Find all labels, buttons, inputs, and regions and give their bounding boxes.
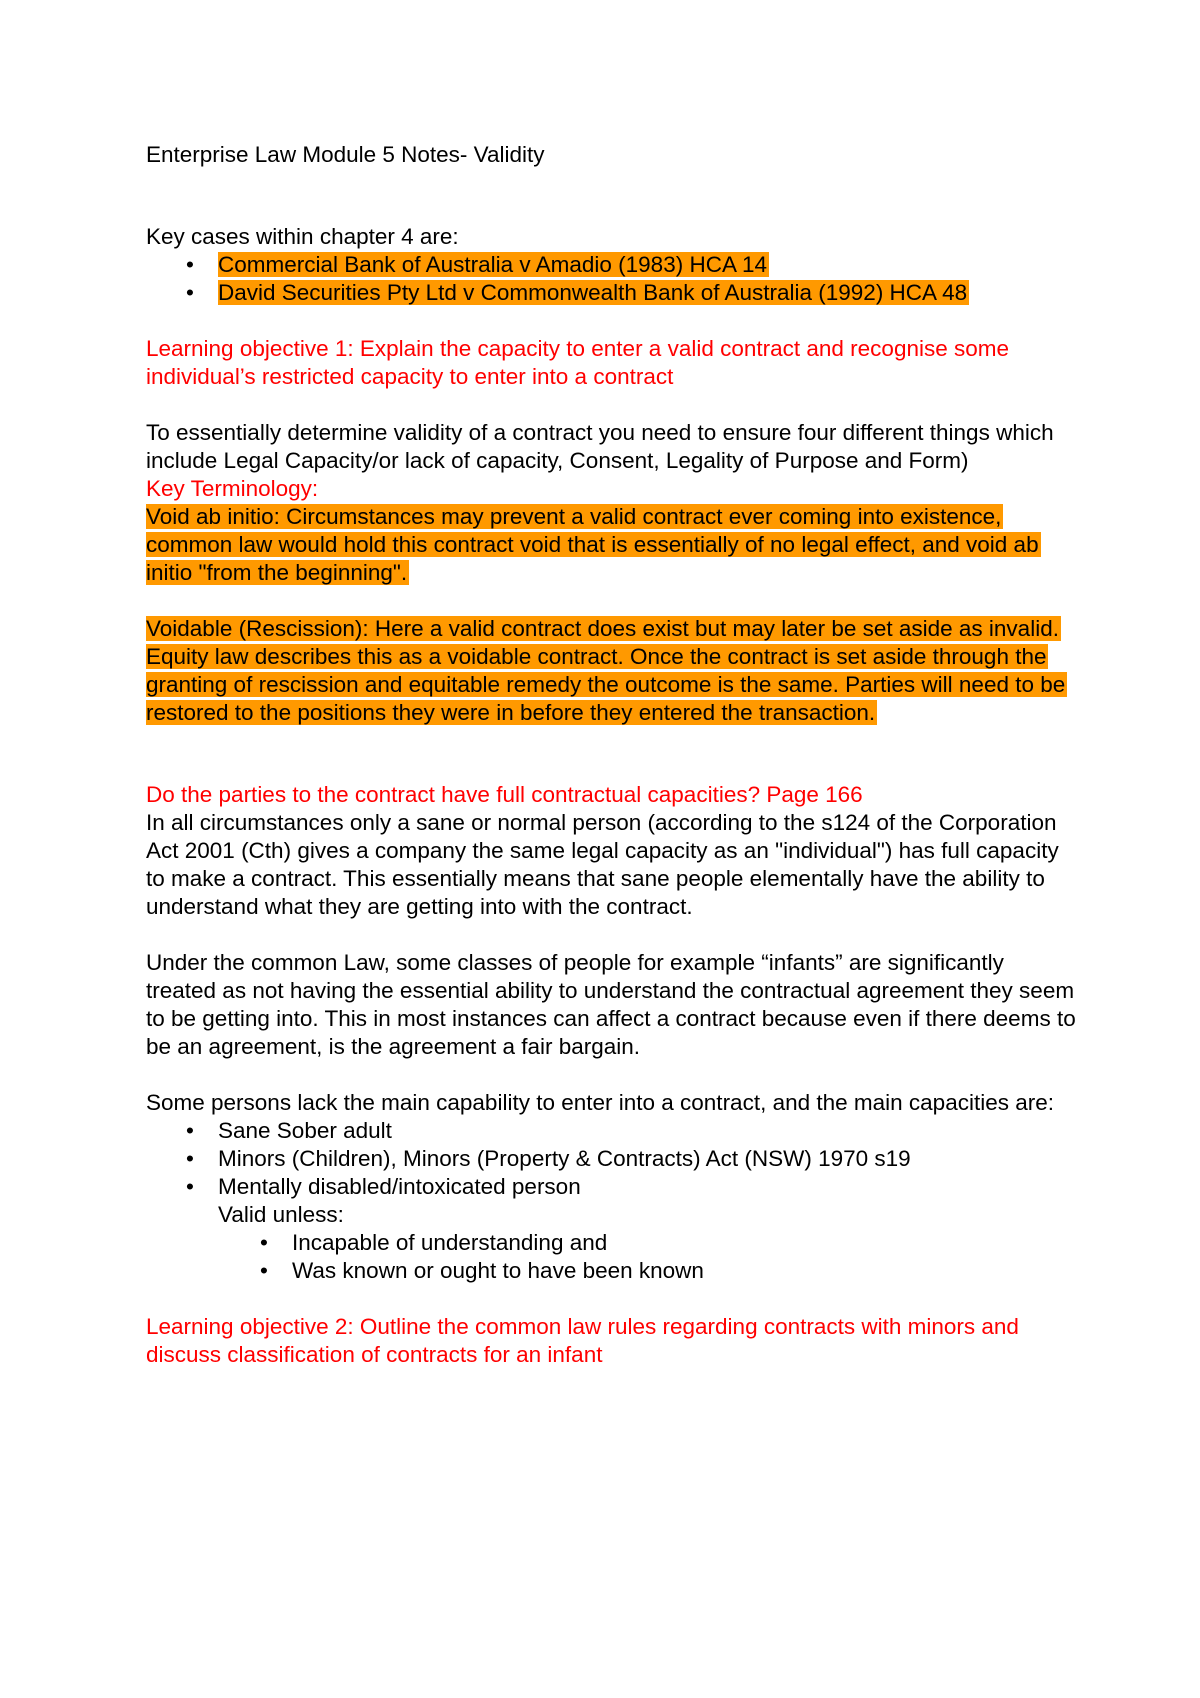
document-title: Enterprise Law Module 5 Notes- Validity [146, 142, 545, 167]
list-item: • Minors (Children), Minors (Property & Contracts) Act (NSW) 1970 s19 [146, 1145, 1076, 1173]
list-item [146, 279, 1076, 307]
key-terminology-heading: Key Terminology: [146, 476, 319, 501]
voidable-definition: Voidable (Rescission): Here a valid contract does exist but may later be set aside as invalid. Equity law describes this as a voidable contract. Once the contract is set aside through the granting of rescission and equitable remedy the outcome is the same. Parties will need to be restored to the positions they were in before they entered the transaction. [146, 616, 1066, 725]
learning-objective-2: Learning objective 2: Outline the common law rules regarding contracts with minors and discuss classification of contracts for an infant [146, 1314, 1019, 1367]
capacity-paragraph: In all circumstances only a sane or normal person (according to the s124 of the Corporation Act 2001 (Cth) gives a company the same legal capacity as an "individual") has full capacity to make a contract. This essentially means that sane people elementally have the ability to understand what they are getting into with the contract. [146, 810, 1059, 919]
key-cases-list [146, 251, 1076, 307]
void-ab-initio-definition: Void ab initio: Circumstances may prevent a valid contract ever coming into existence, common law would hold this contract void that is essentially of no legal effect, and void ab initio "from the beginning". [146, 504, 1039, 585]
list-item: • Incapable of understanding and [146, 1229, 1076, 1257]
conditions-list [146, 1229, 1076, 1285]
list-item: • Mentally disabled/intoxicated person [146, 1173, 1076, 1201]
learning-objective-1: Learning objective 1: Explain the capacity to enter a valid contract and recognise some individual’s restricted capacity to enter into a contract [146, 336, 1010, 389]
key-case-1: Commercial Bank of Australia v Amadio (1983) HCA 14 [218, 252, 767, 277]
list-item: • Was known or ought to have been known [146, 1257, 1076, 1285]
document-page [146, 141, 1076, 1369]
key-case-2: David Securities Pty Ltd v Commonwealth Bank of Australia (1992) HCA 48 [218, 280, 968, 305]
common-law-paragraph: Under the common Law, some classes of people for example “infants” are significantly treated as not having the essential ability to understand the contractual agreement they seem to be getting into. This in most instances can affect a contract because even if there deems to be an agreement, is the agreement a fair bargain. [146, 950, 1076, 1059]
key-cases-intro: Key cases within chapter 4 are: [146, 224, 459, 249]
capacities-list [146, 1117, 1076, 1201]
valid-unless-label: Valid unless: [218, 1202, 344, 1227]
validity-intro-paragraph: To essentially determine validity of a contract you need to ensure four different things which include Legal Capacity/or lack of capacity, Consent, Legality of Purpose and Form) [146, 420, 1054, 473]
capacities-intro: Some persons lack the main capability to enter into a contract, and the main capacities are: [146, 1090, 1054, 1115]
list-item [146, 251, 1076, 279]
list-item: • Sane Sober adult [146, 1117, 1076, 1145]
capacity-question-heading: Do the parties to the contract have full contractual capacities? Page 166 [146, 782, 863, 807]
